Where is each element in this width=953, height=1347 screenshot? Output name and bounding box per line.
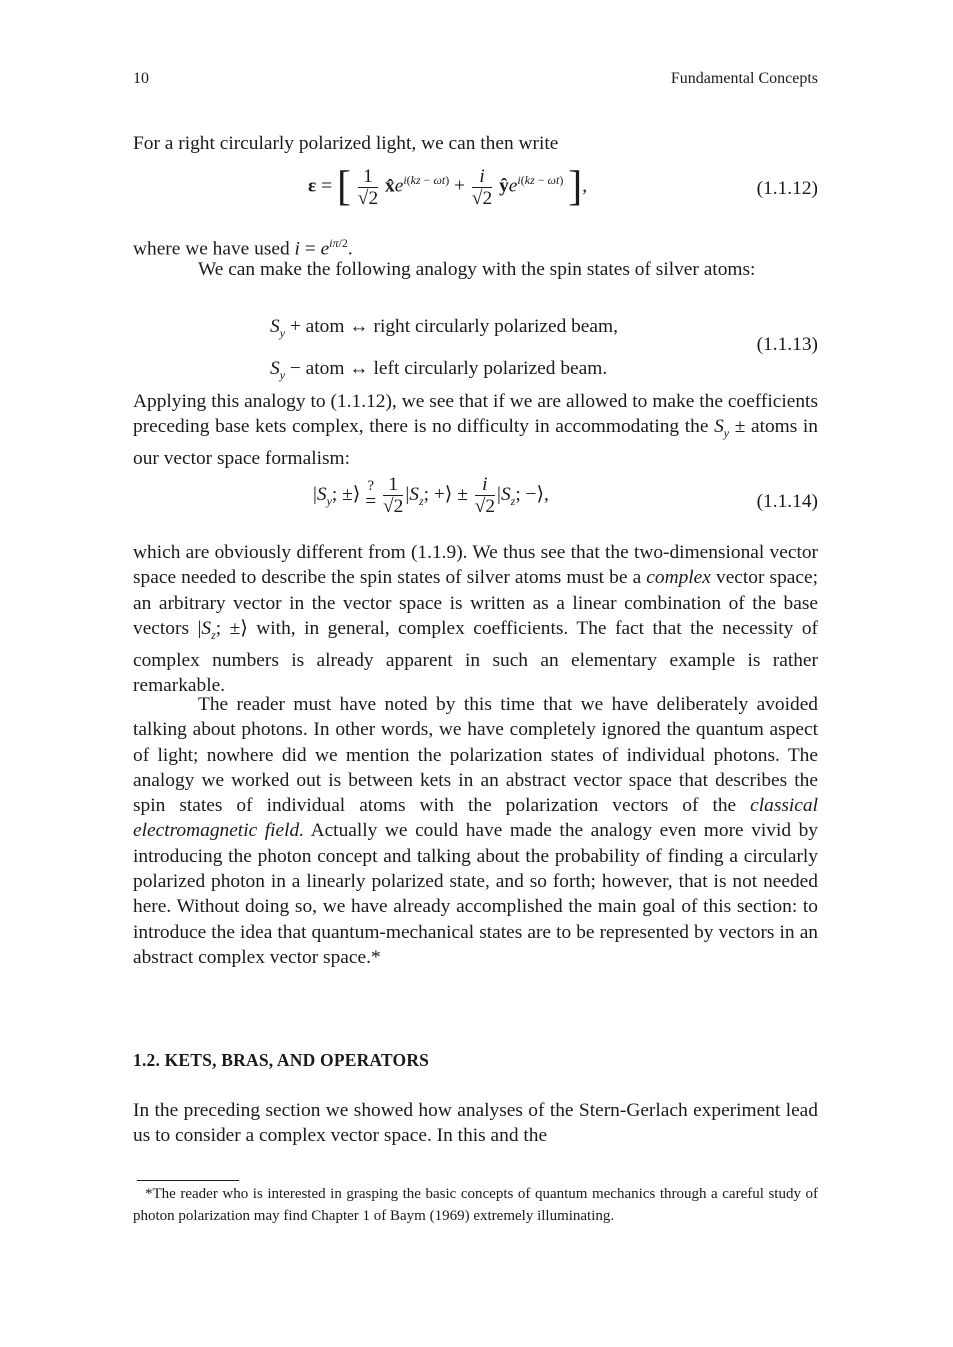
paragraph-analogy-intro: We can make the following analogy with the spin states of silver atoms: bbox=[198, 259, 756, 280]
equation-1-1-14 bbox=[133, 474, 818, 526]
page-header bbox=[133, 70, 818, 92]
paragraph-where: where we have used $i = e^{i\pi/2}$. bbox=[133, 236, 353, 260]
equation-body: $|S_y$; ±⟩ ? = $\frac{1}{√2}$ $|S_z$; +⟩ ± $\frac{i}{√2}$ $|S_z$; −⟩, bbox=[313, 474, 549, 517]
equation-number: (1.1.13) bbox=[756, 334, 818, 355]
equation-1-1-13 bbox=[270, 309, 618, 393]
paragraph-applying: Applying this analogy to (1.1.12), we see that if we are allowed to make the coefficients preceding base kets complex, there is no difficulty in accommodating the $S_y$ ± atoms in our vector space formalism: bbox=[133, 391, 818, 470]
page-number: 10 bbox=[133, 70, 149, 87]
equation-number: (1.1.14) bbox=[756, 491, 818, 512]
footnote: *The reader who is interested in grasping the basic concepts of quantum mechanics through a careful study of photon polarization may find Chapter 1 of Baym (1969) extremely illuminating. bbox=[133, 1186, 818, 1224]
analogy-line-minus: $S_y$ − atom ↔ left circularly polarized beam. bbox=[270, 357, 608, 382]
analogy-line-plus: $S_y$ + atom ↔ right circularly polarized beam, bbox=[270, 316, 618, 340]
footnote-rule bbox=[137, 1180, 239, 1181]
equation-body: ε = [ $\frac{1}{√2}$ $x̂e^{i(kz - \omega t)}$ + $\frac{i}{√2}$ $ŷe^{i(kz - \omega t)}$ ], bbox=[308, 164, 588, 210]
paragraph-section-intro: In the preceding section we showed how analyses of the Stern-Gerlach experiment lead us to consider a complex vector space. In this and the bbox=[133, 1100, 818, 1147]
paragraph-intro: For a right circularly polarized light, we can then write bbox=[133, 133, 559, 154]
paragraph-photons: The reader must have noted by this time that we have deliberately avoided talking about photons. In other words, we have completely ignored the quantum aspect of light; nowhere did we mention the polarization states of individual photons. The analogy we worked out is between kets in an abstract vector space that describes the spin states of individual atoms with the polarization vectors of the classical electromagnetic field. Actually we could have made the analogy even more vivid by introducing the photon concept and talking about the probability of finding a circularly polarized photon in a linearly polarized state, and so forth; however, that is not needed here. Without doing so, we have already accomplished the main goal of this section: to introduce the idea that quantum-mechanical states are to be represented by vectors in an abstract complex vector space.* bbox=[133, 694, 819, 968]
paragraph-complex: which are obviously different from (1.1.9). We thus see that the two-dimensional vector space needed to describe the spin states of silver atoms must be a complex vector space; an arbitrary vector in the vector space is written as a linear combination of the base vectors $|S_z$; ±⟩ with, in general, complex coefficients. The fact that the necessity of complex numbers is already apparent in such an elementary example is rather remarkable. bbox=[133, 542, 818, 697]
equation-1-1-12 bbox=[133, 163, 818, 215]
running-head: Fundamental Concepts bbox=[670, 70, 818, 87]
section-heading: 1.2. KETS, BRAS, AND OPERATORS bbox=[133, 1050, 430, 1070]
equation-number: (1.1.12) bbox=[756, 178, 818, 199]
